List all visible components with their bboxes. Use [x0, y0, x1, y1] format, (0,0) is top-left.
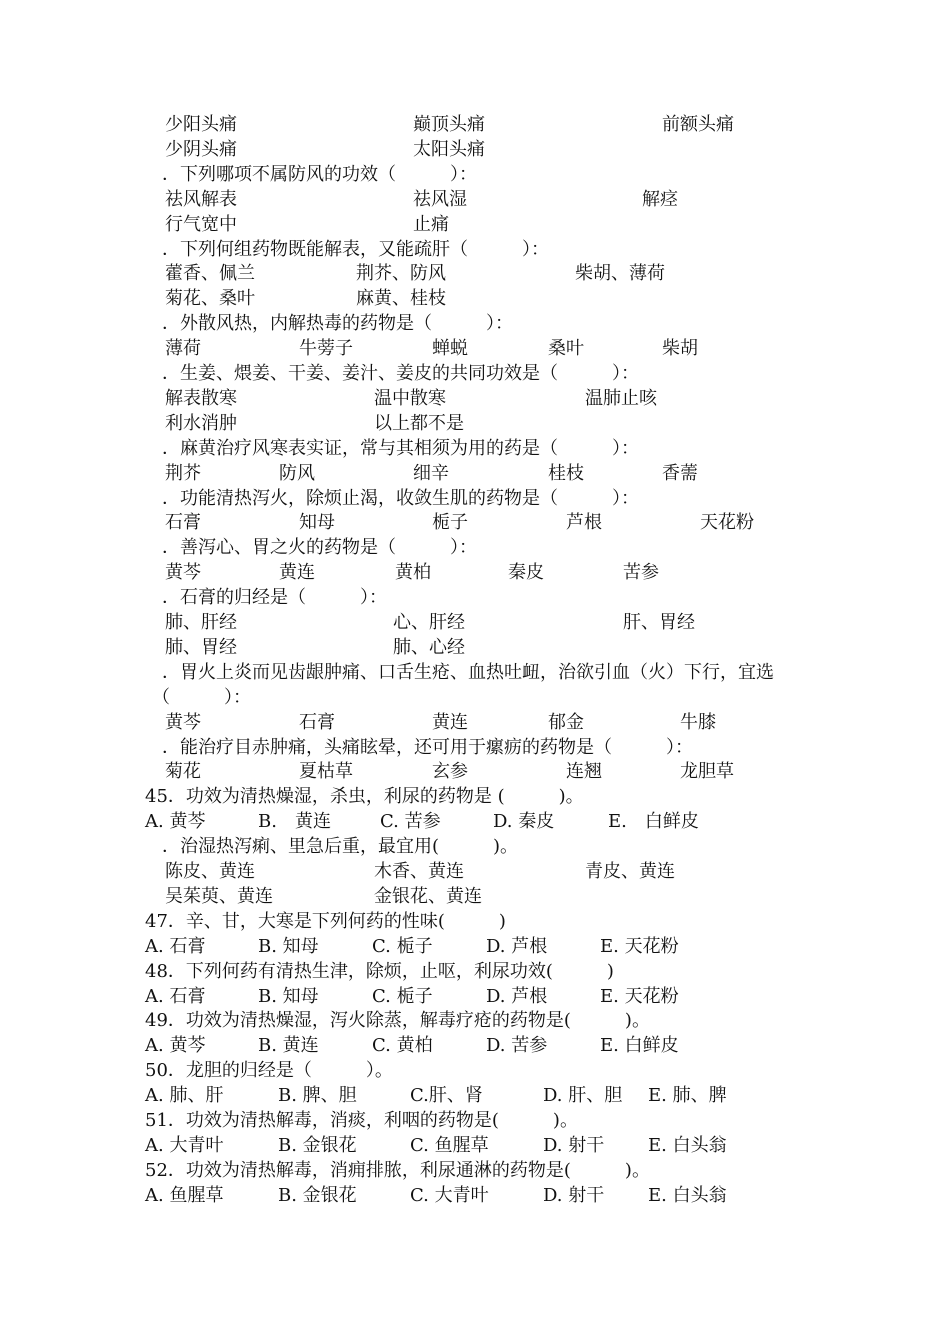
answer-option: 肺、胃经 — [165, 637, 237, 658]
question-text: ．麻黄治疗风寒表实证，常与其相须为用的药是（ ）： — [162, 438, 639, 459]
options-row — [0, 859, 950, 884]
answer-option: A. 石膏 — [145, 936, 206, 957]
answer-option: 祛风解表 — [165, 189, 237, 210]
answer-option: 藿香、佩兰 — [165, 263, 255, 284]
answer-option: B. 知母 — [258, 986, 319, 1007]
options-row — [0, 759, 950, 784]
answer-option: 苦参 — [623, 562, 659, 583]
answer-option: E. 肺、脾 — [648, 1085, 727, 1106]
answer-option: 桂枝 — [548, 463, 584, 484]
answer-option: 温中散寒 — [374, 388, 446, 409]
answer-option: 柴胡 — [662, 338, 698, 359]
answer-option: 黄芩 — [165, 562, 201, 583]
answer-option: D. 苦参 — [486, 1035, 548, 1056]
answer-option: E. 天花粉 — [600, 936, 679, 957]
answer-option: 薄荷 — [165, 338, 201, 359]
question-text: ．胃火上炎而见齿龈肿痛、口舌生疮、血热吐衄，治欲引血（火）下行，宜选 — [162, 662, 774, 683]
answer-option: 以上都不是 — [374, 413, 464, 434]
options-row — [0, 710, 950, 735]
options-row — [0, 461, 950, 486]
answer-option: B. 黄连 — [258, 1035, 319, 1056]
answer-option: 吴茱萸、黄连 — [165, 886, 273, 907]
numbered-question-text: 51．功效为清热解毒，消痰，利咽的药物是( )。 — [145, 1110, 578, 1131]
numbered-question-text: 47．辛、甘，大寒是下列何药的性味( ) — [145, 911, 506, 932]
answer-option: E. 白头翁 — [648, 1135, 727, 1156]
answer-option: 肺、肝经 — [165, 612, 237, 633]
answer-option: 香薷 — [662, 463, 698, 484]
options-row — [0, 510, 950, 535]
answer-option: C. 黄柏 — [372, 1035, 433, 1056]
answer-option: C. 栀子 — [372, 986, 433, 1007]
answer-option: 牛蒡子 — [299, 338, 353, 359]
answer-option: 黄连 — [432, 712, 468, 733]
answer-option: A. 鱼腥草 — [145, 1185, 224, 1206]
answer-option: E. 白头翁 — [648, 1185, 727, 1206]
answer-option: E. 白鲜皮 — [608, 811, 699, 832]
answer-option: 心、肝经 — [393, 612, 465, 633]
numbered-question-text: 52．功效为清热解毒，消痈排脓，利尿通淋的药物是( )。 — [145, 1160, 650, 1181]
answer-option: 柴胡、薄荷 — [575, 263, 665, 284]
answer-option: 陈皮、黄连 — [165, 861, 255, 882]
answer-option: 少阴头痛 — [165, 139, 237, 160]
options-row — [0, 336, 950, 361]
answer-option: 解表散寒 — [165, 388, 237, 409]
answer-option: 太阳头痛 — [413, 139, 485, 160]
answer-option: 龙胆草 — [680, 761, 734, 782]
answer-option: 石膏 — [299, 712, 335, 733]
answer-option: 黄芩 — [165, 712, 201, 733]
answer-option: 菊花、桑叶 — [165, 288, 255, 309]
answer-option: C.肝、肾 — [410, 1085, 483, 1106]
answer-option: D. 秦皮 — [493, 811, 555, 832]
answer-option: A. 黄芩 — [145, 811, 206, 832]
answer-option: 夏枯草 — [299, 761, 353, 782]
answer-option: 解痉 — [642, 189, 678, 210]
answer-option: 黄连 — [279, 562, 315, 583]
lettered-options-row — [0, 1183, 950, 1208]
numbered-question-text: 50．龙胆的归经是（ ）。 — [145, 1060, 393, 1081]
answer-option: D. 芦根 — [486, 986, 548, 1007]
lettered-options-row — [0, 1133, 950, 1158]
answer-option: 栀子 — [432, 512, 468, 533]
answer-option: 利水消肿 — [165, 413, 237, 434]
answer-option: 知母 — [299, 512, 335, 533]
answer-option: 肝、胃经 — [623, 612, 695, 633]
options-row — [0, 137, 950, 162]
answer-option: 秦皮 — [508, 562, 544, 583]
answer-option: 荆芥、防风 — [356, 263, 446, 284]
question-text: ．下列何组药物既能解表，又能疏肝（ ）： — [162, 239, 549, 260]
answer-option: 黄柏 — [395, 562, 431, 583]
answer-option: 菊花 — [165, 761, 201, 782]
question-text: ．善泻心、胃之火的药物是（ ）： — [162, 537, 477, 558]
question-text: ．功能清热泻火，除烦止渴，收敛生肌的药物是（ ）： — [162, 488, 639, 509]
answer-option: C. 苦参 — [380, 811, 441, 832]
lettered-options-row — [0, 1033, 950, 1058]
question-continuation: （ ）： — [152, 687, 251, 708]
lettered-options-row — [0, 984, 950, 1009]
numbered-question-text: 49．功效为清热燥湿，泻火除蒸，解毒疗疮的药物是( )。 — [145, 1010, 650, 1031]
answer-option: 肺、心经 — [393, 637, 465, 658]
answer-option: B. 知母 — [258, 936, 319, 957]
options-row — [0, 112, 950, 137]
lettered-options-row — [0, 934, 950, 959]
answer-option: B. 脾、胆 — [278, 1085, 357, 1106]
answer-option: D. 芦根 — [486, 936, 548, 957]
answer-option: 温肺止咳 — [585, 388, 657, 409]
answer-option: C. 大青叶 — [410, 1185, 489, 1206]
answer-option: 牛膝 — [680, 712, 716, 733]
answer-option: 连翘 — [566, 761, 602, 782]
answer-option: 前额头痛 — [662, 114, 734, 135]
answer-option: 少阳头痛 — [165, 114, 237, 135]
lettered-options-row — [0, 809, 950, 834]
options-row — [0, 610, 950, 635]
answer-option: 玄参 — [432, 761, 468, 782]
answer-option: 郁金 — [548, 712, 584, 733]
answer-option: 止痛 — [413, 214, 449, 235]
question-text: ．治湿热泻痢、里急后重，最宜用( )。 — [162, 836, 519, 857]
answer-option: 木香、黄连 — [374, 861, 464, 882]
answer-option: 桑叶 — [548, 338, 584, 359]
answer-option: 石膏 — [165, 512, 201, 533]
options-row — [0, 884, 950, 909]
answer-option: 祛风湿 — [413, 189, 467, 210]
options-row — [0, 187, 950, 212]
numbered-question-text: 45．功效为清热燥湿，杀虫，利尿的药物是 ( )。 — [145, 786, 584, 807]
answer-option: B. 黄连 — [258, 811, 331, 832]
answer-option: 行气宽中 — [165, 214, 237, 235]
answer-option: C. 栀子 — [372, 936, 433, 957]
answer-option: 芦根 — [566, 512, 602, 533]
question-text: ．能治疗目赤肿痛，头痛眩晕，还可用于瘰疬的药物是（ ）： — [162, 737, 693, 758]
answer-option: 巅顶头痛 — [413, 114, 485, 135]
question-text: ．石膏的归经是（ ）： — [162, 587, 387, 608]
options-row — [0, 411, 950, 436]
answer-option: 蝉蜕 — [432, 338, 468, 359]
answer-option: B. 金银花 — [278, 1135, 357, 1156]
options-row — [0, 386, 950, 411]
answer-option: C. 鱼腥草 — [410, 1135, 489, 1156]
options-row — [0, 286, 950, 311]
answer-option: 天花粉 — [700, 512, 754, 533]
answer-option: 青皮、黄连 — [585, 861, 675, 882]
answer-option: A. 肺、肝 — [145, 1085, 224, 1106]
options-row — [0, 261, 950, 286]
answer-option: 细辛 — [413, 463, 449, 484]
answer-option: A. 石膏 — [145, 986, 206, 1007]
answer-option: E. 天花粉 — [600, 986, 679, 1007]
options-row — [0, 560, 950, 585]
answer-option: D. 射干 — [543, 1185, 605, 1206]
question-text: ．外散风热，内解热毒的药物是（ ）： — [162, 313, 513, 334]
answer-option: A. 黄芩 — [145, 1035, 206, 1056]
answer-option: A. 大青叶 — [145, 1135, 224, 1156]
answer-option: 麻黄、桂枝 — [356, 288, 446, 309]
question-text: ．下列哪项不属防风的功效（ ）： — [162, 164, 477, 185]
lettered-options-row — [0, 1083, 950, 1108]
numbered-question-text: 48．下列何药有清热生津，除烦，止呕，利尿功效( ) — [145, 961, 614, 982]
answer-option: D. 射干 — [543, 1135, 605, 1156]
answer-option: B. 金银花 — [278, 1185, 357, 1206]
answer-option: E. 白鲜皮 — [600, 1035, 679, 1056]
answer-option: 金银花、黄连 — [374, 886, 482, 907]
answer-option: 防风 — [279, 463, 315, 484]
question-text: ．生姜、煨姜、干姜、姜汁、姜皮的共同功效是（ ）： — [162, 363, 639, 384]
answer-option: D. 肝、胆 — [543, 1085, 623, 1106]
options-row — [0, 635, 950, 660]
answer-option: 荆芥 — [165, 463, 201, 484]
options-row — [0, 212, 950, 237]
